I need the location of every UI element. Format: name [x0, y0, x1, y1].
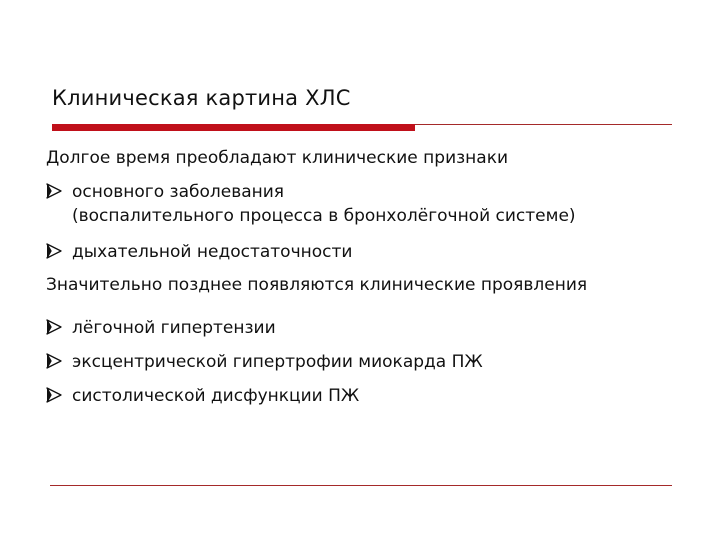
bullet-text-line-1: основного заболевания — [72, 182, 285, 202]
footer-rule — [50, 485, 672, 486]
arrowhead-bullet-icon — [46, 243, 62, 259]
arrowhead-bullet-icon — [46, 319, 62, 335]
arrowhead-bullet-icon — [46, 387, 62, 403]
bullet-item-pulmonary-hypertension — [46, 316, 276, 340]
bullet-text: лёгочной гипертензии — [72, 318, 276, 338]
bullet-text: эксцентрической гипертрофии миокарда ПЖ — [72, 352, 483, 372]
arrowhead-bullet-icon — [46, 353, 62, 369]
bullet-text-line-2: (воспалительного процесса в бронхолёгочной системе) — [72, 206, 576, 226]
intro-text-2: Значительно позднее появляются клинические проявления — [46, 275, 588, 295]
bullet-item-main-disease — [46, 180, 576, 228]
intro-text-1: Долгое время преобладают клинические признаки — [46, 148, 509, 168]
bullet-text: систолической дисфункции ПЖ — [72, 386, 360, 406]
bullet-item-systolic-dysfunction — [46, 384, 359, 408]
bullet-item-respiratory-failure — [46, 240, 352, 264]
slide-title: Клиническая картина ХЛС — [52, 86, 351, 110]
title-underline-thick — [52, 124, 415, 131]
arrowhead-bullet-icon — [46, 183, 62, 199]
bullet-item-eccentric-hypertrophy — [46, 350, 483, 374]
title-underline-thin — [415, 124, 672, 125]
bullet-text: дыхательной недостаточности — [72, 242, 353, 262]
